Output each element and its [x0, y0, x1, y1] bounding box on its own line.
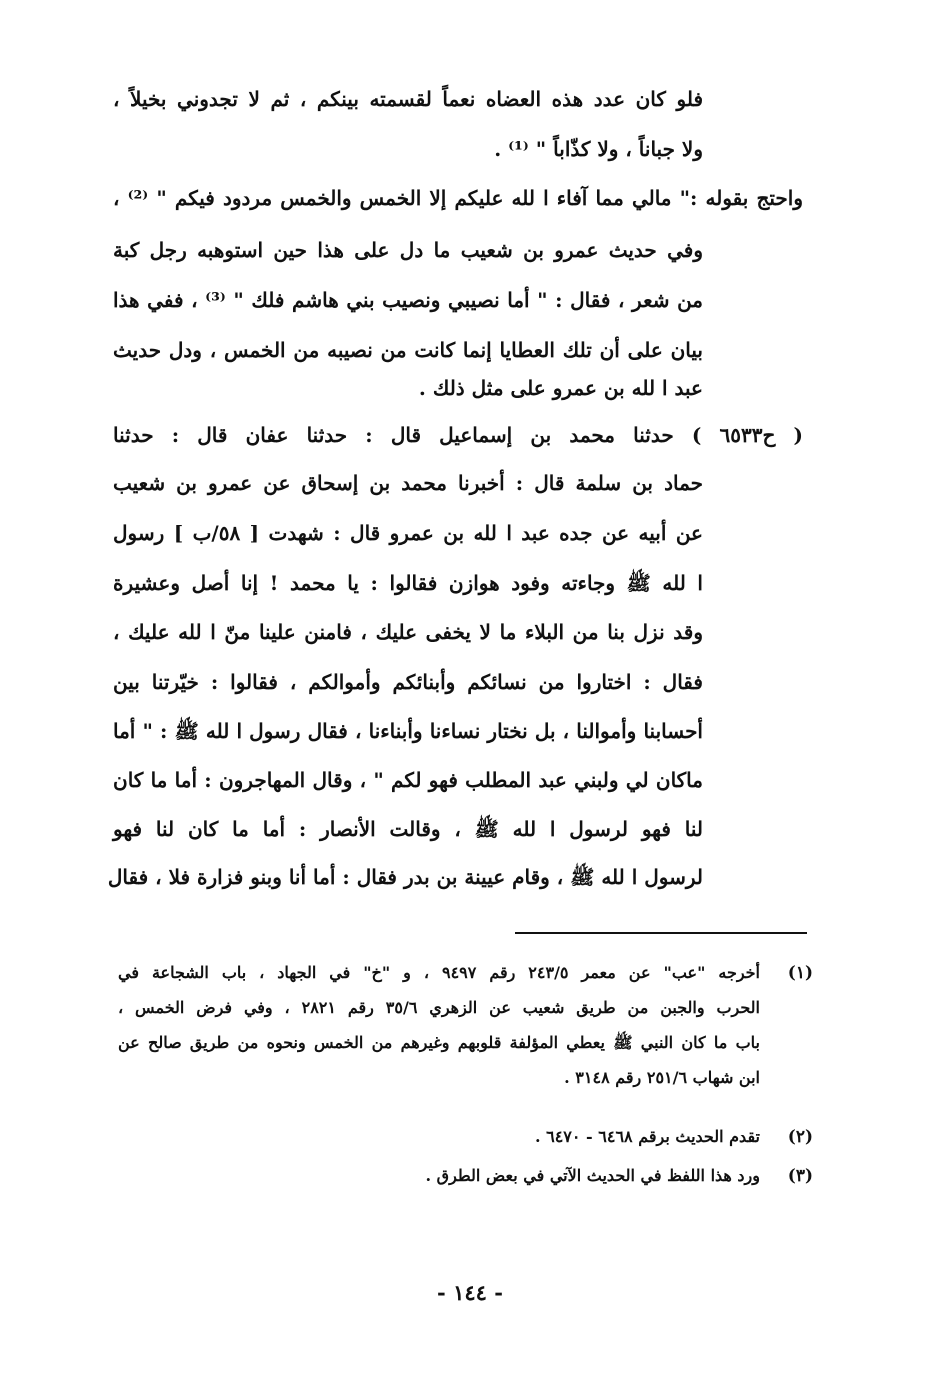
footnote-line: تقدم الحديث برقم ٦٤٦٨ - ٦٤٧٠ . [534, 1127, 760, 1146]
footnote-line: الحرب والجبن من طريق شعيب عن الزهري ٣٥/٦ رقم ٢٨٢١ ، وفي فرض الخمس ، [118, 998, 760, 1017]
text-line: أحسابنا وأموالنا ، بل نختار نساءنا وأبناءنا ، فقال رسول ا لله ﷺ : " أما [113, 719, 703, 743]
text-line: ولا جباناً ، ولا كذّاباً " ⁽¹⁾ . [494, 137, 703, 161]
text-line: فلو كان عدد هذه العضاه نعماً لقسمته بينكم ، ثم لا تجدوني بخيلاً ، [113, 87, 703, 111]
text-line: بيان على أن تلك العطايا إنما كانت من نصيبه من الخمس ، ودل حديث [113, 338, 703, 362]
footnote-line: ابن شهاب ٢٥١/٦ رقم ٣١٤٨ . [564, 1068, 760, 1087]
text-line: عن أبيه عن جده عبد ا لله بن عمرو قال : شهدت [ ٥٨/ب ] رسول [113, 521, 703, 545]
text-line: وقد نزل بنا من البلاء ما لا يخفى عليك ، فامنن علينا منّ ا لله عليك ، [113, 620, 703, 644]
page-number: - ١٤٤ - [437, 1280, 503, 1305]
text-line: فقال : اختاروا من نسائكم وأبنائكم وأموالكم ، فقالوا : خيّرتنا بين [113, 670, 703, 694]
footnote-number: (٣) [787, 1166, 813, 1186]
footnote-number: (١) [787, 963, 813, 983]
text-line: ماكان لي ولبني عبد المطلب فهو لكم " ، وقال المهاجرون : أما ما كان [113, 768, 703, 792]
footnote-line: أخرجه "عب" عن معمر ٢٤٣/٥ رقم ٩٤٩٧ ، و "خ" في الجهاد ، باب الشجاعة في [118, 963, 760, 982]
text-line: من شعر ، فقال : " أما نصيبي ونصيب بني هاشم فلك " ⁽³⁾ ، ففي هذا [113, 288, 704, 312]
hadith-heading-line: ( ح٦٥٣٣ ) حدثنا محمد بن إسماعيل قال : حدثنا عفان قال : حدثنا [113, 423, 803, 447]
text-line: واحتج بقوله :" مالي مما آفاء ا لله عليكم إلا الخمس والخمس مردود فيكم " ⁽²⁾ ، [113, 186, 803, 210]
footnote-number: (٢) [787, 1127, 813, 1147]
text-line: وفي حديث عمرو بن شعيب ما دل على هذا حين استوهبه رجل كبة [113, 238, 703, 262]
footnote-line: باب ما كان النبي ﷺ يعطي المؤلفة قلوبهم وغيرهم من الخمس ونحوه من طريق صالح عن [118, 1033, 761, 1052]
text-line: ا لله ﷺ وجاءته وفود هوازن فقالوا : يا محمد ! إنا أصل وعشيرة [113, 571, 703, 595]
text-line: عبد ا لله بن عمرو على مثل ذلك . [418, 376, 703, 400]
footnote-separator [515, 932, 807, 934]
text-line: لنا فهو لرسول ا لله ﷺ ، وقالت الأنصار : أما ما كان لنا فهو [113, 817, 703, 841]
footnote-line: ورد هذا اللفظ في الحديث الآتي في بعض الطرق . [425, 1166, 760, 1185]
text-line: لرسول ا لله ﷺ ، وقام عيينة بن بدر فقال : أما أنا وبنو فزارة فلا ، فقال [107, 865, 703, 889]
text-line: حماد بن سلمة قال : أخبرنا محمد بن إسحاق عن عمرو بن شعيب [113, 471, 703, 495]
